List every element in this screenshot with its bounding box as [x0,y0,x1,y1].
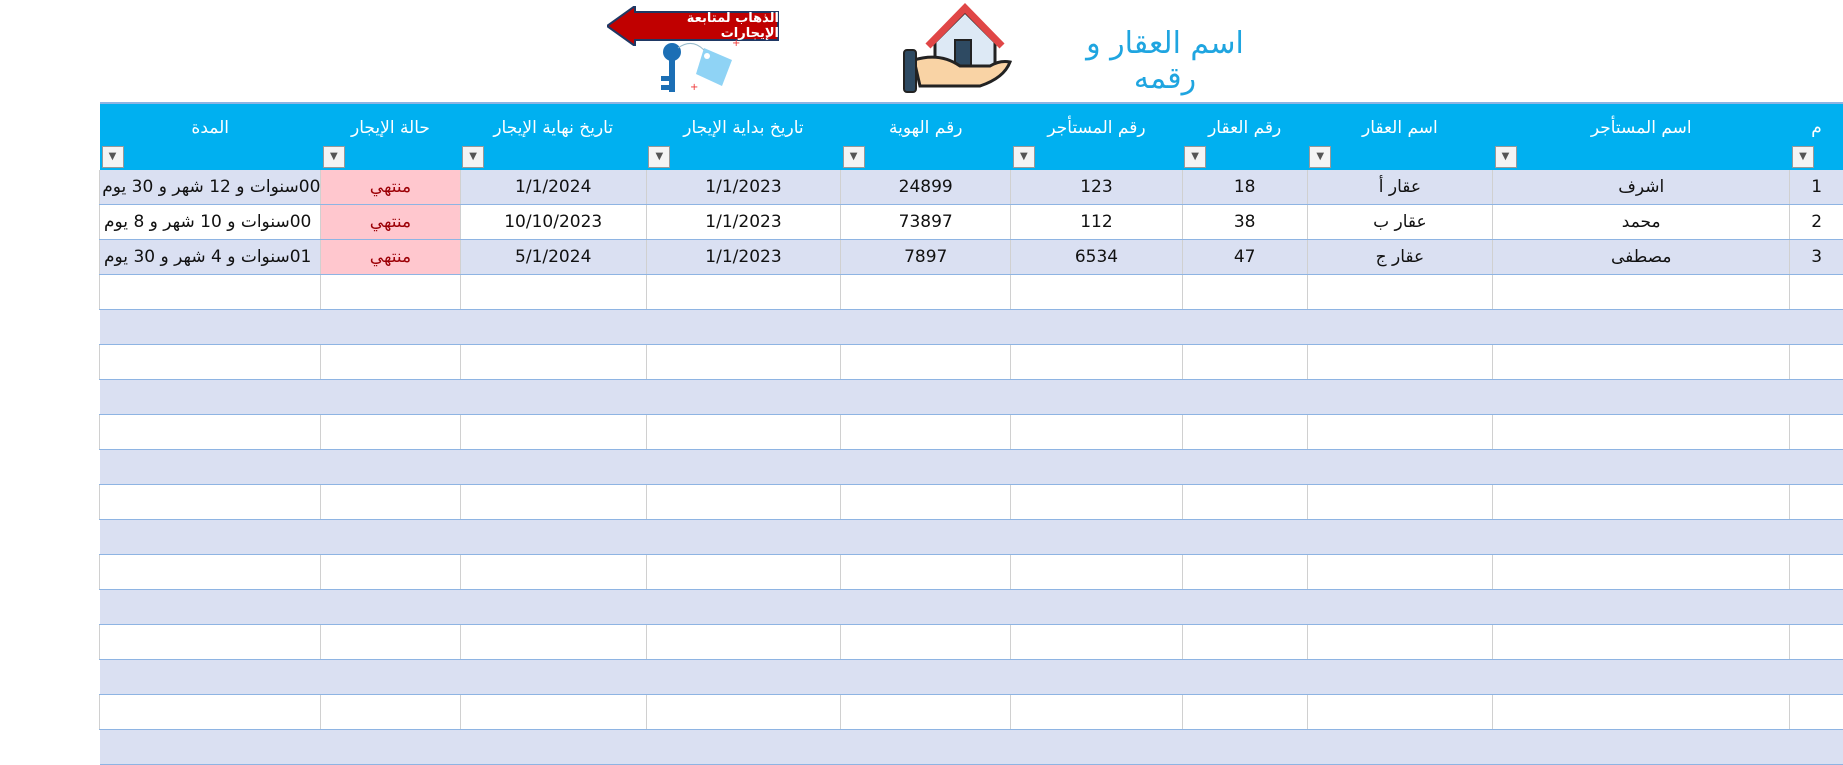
cell-status[interactable] [321,625,460,660]
cell-property-number[interactable] [1182,660,1307,695]
cell-duration[interactable] [100,625,321,660]
go-to-rentals-label: الذهاب لمتابعة الإيجارات [633,6,779,46]
table-row [100,310,1843,345]
cell-index[interactable] [1790,450,1843,485]
cell-property-name[interactable] [1307,695,1492,730]
filter-dropdown-icon[interactable]: ▼ [1495,146,1517,168]
cell-property-number[interactable] [1182,730,1307,765]
cell-duration[interactable]: 01سنوات و 4 شهر و 30 يوم [100,240,321,275]
cell-end-date[interactable] [460,625,646,660]
cell-id-number[interactable] [841,625,1011,660]
svg-text:+: + [690,82,698,93]
cell-tenant-number[interactable] [1011,555,1182,590]
col-header-property-name: اسم العقار ▼ [1307,103,1492,170]
cell-tenant-number[interactable] [1011,660,1182,695]
cell-property-name[interactable] [1307,345,1492,380]
cell-tenant-number[interactable] [1011,450,1182,485]
cell-start-date[interactable] [646,415,840,450]
cell-property-number[interactable] [1182,520,1307,555]
cell-index[interactable] [1790,625,1843,660]
cell-status[interactable]: منتهي [321,170,460,205]
cell-tenant-name[interactable] [1493,555,1790,590]
cell-end-date[interactable] [460,380,646,415]
cell-tenant-name[interactable] [1493,450,1790,485]
cell-tenant-name[interactable] [1493,415,1790,450]
keys-icon [652,38,748,98]
cell-duration[interactable] [100,730,321,765]
col-header-start-date: تاريخ بداية الإيجار ▼ [646,103,840,170]
cell-end-date[interactable] [460,730,646,765]
cell-tenant-number[interactable] [1011,625,1182,660]
table-row [100,380,1843,415]
table-row [100,730,1843,765]
cell-id-number[interactable] [841,660,1011,695]
cell-tenant-number[interactable]: 6534 [1011,240,1182,275]
cell-property-name[interactable] [1307,730,1492,765]
cell-status[interactable] [321,520,460,555]
cell-id-number[interactable]: 73897 [841,205,1011,240]
col-header-duration: المدة ▼ [100,103,321,170]
filter-dropdown-icon[interactable]: ▼ [648,146,670,168]
cell-property-number[interactable] [1182,590,1307,625]
filter-dropdown-icon[interactable]: ▼ [1309,146,1331,168]
cell-start-date[interactable] [646,555,840,590]
cell-index[interactable] [1790,730,1843,765]
col-header-tenant-name: اسم المستأجر ▼ [1493,103,1790,170]
table-row [100,345,1843,380]
cell-property-name[interactable] [1307,625,1492,660]
cell-property-number[interactable] [1182,380,1307,415]
cell-start-date[interactable]: 1/1/2023 [646,240,840,275]
cell-status[interactable] [321,660,460,695]
cell-duration[interactable]: 00سنوات و 12 شهر و 30 يوم [100,170,321,205]
cell-property-number[interactable] [1182,310,1307,345]
cell-duration[interactable] [100,415,321,450]
cell-status[interactable] [321,590,460,625]
cell-end-date[interactable]: 1/1/2024 [460,170,646,205]
table-row [100,520,1843,555]
cell-index[interactable] [1790,485,1843,520]
cell-tenant-name[interactable] [1493,625,1790,660]
cell-end-date[interactable] [460,555,646,590]
table-row [100,590,1843,625]
cell-id-number[interactable] [841,695,1011,730]
cell-tenant-number[interactable] [1011,275,1182,310]
cell-index[interactable] [1790,345,1843,380]
cell-index[interactable] [1790,310,1843,345]
cell-property-name[interactable] [1307,380,1492,415]
cell-index[interactable] [1790,555,1843,590]
cell-property-name[interactable] [1307,660,1492,695]
table-row [100,275,1843,310]
table-row [100,450,1843,485]
cell-tenant-name[interactable] [1493,485,1790,520]
cell-end-date[interactable] [460,275,646,310]
cell-end-date[interactable] [460,415,646,450]
col-header-index: م ▼ [1790,103,1843,170]
cell-start-date[interactable] [646,590,840,625]
cell-tenant-name[interactable] [1493,695,1790,730]
cell-tenant-number[interactable] [1011,695,1182,730]
cell-tenant-name[interactable] [1493,310,1790,345]
cell-start-date[interactable]: 1/1/2023 [646,205,840,240]
cell-end-date[interactable] [460,660,646,695]
cell-duration[interactable] [100,555,321,590]
cell-status[interactable] [321,345,460,380]
filter-dropdown-icon[interactable]: ▼ [1184,146,1206,168]
rentals-table [99,102,1843,765]
cell-duration[interactable] [100,380,321,415]
table-header-row [100,103,1843,170]
cell-index[interactable] [1790,415,1843,450]
cell-status[interactable] [321,310,460,345]
cell-end-date[interactable]: 10/10/2023 [460,205,646,240]
cell-tenant-name[interactable] [1493,730,1790,765]
cell-end-date[interactable] [460,310,646,345]
cell-property-number[interactable]: 47 [1182,240,1307,275]
col-header-property-number: رقم العقار ▼ [1182,103,1307,170]
table-row [100,170,1843,205]
cell-duration[interactable] [100,345,321,380]
cell-property-number[interactable]: 18 [1182,170,1307,205]
table-row [100,660,1843,695]
cell-property-number[interactable] [1182,485,1307,520]
cell-index[interactable] [1790,695,1843,730]
cell-tenant-name[interactable]: اشرف [1493,170,1790,205]
cell-index[interactable]: 1 [1790,170,1843,205]
table-row [100,695,1843,730]
cell-id-number[interactable] [841,415,1011,450]
cell-index[interactable] [1790,520,1843,555]
cell-id-number[interactable] [841,450,1011,485]
cell-start-date[interactable] [646,485,840,520]
cell-id-number[interactable] [841,555,1011,590]
cell-tenant-number[interactable] [1011,345,1182,380]
cell-tenant-name[interactable] [1493,380,1790,415]
cell-start-date[interactable] [646,380,840,415]
cell-property-name[interactable]: عقار ج [1307,240,1492,275]
cell-property-number[interactable] [1182,695,1307,730]
cell-property-name[interactable] [1307,275,1492,310]
cell-end-date[interactable] [460,450,646,485]
filter-dropdown-icon[interactable]: ▼ [462,146,484,168]
cell-end-date[interactable] [460,695,646,730]
cell-id-number[interactable] [841,380,1011,415]
cell-end-date[interactable] [460,345,646,380]
cell-id-number[interactable] [841,345,1011,380]
cell-property-number[interactable]: 38 [1182,205,1307,240]
cell-status[interactable] [321,450,460,485]
cell-start-date[interactable] [646,275,840,310]
cell-property-number[interactable] [1182,450,1307,485]
cell-index[interactable] [1790,590,1843,625]
filter-dropdown-icon[interactable]: ▼ [323,146,345,168]
cell-duration[interactable] [100,485,321,520]
cell-property-name[interactable] [1307,520,1492,555]
filter-dropdown-icon[interactable]: ▼ [1792,146,1814,168]
cell-tenant-name[interactable] [1493,275,1790,310]
cell-tenant-number[interactable] [1011,485,1182,520]
cell-status[interactable] [321,380,460,415]
cell-id-number[interactable] [841,590,1011,625]
cell-tenant-name[interactable] [1493,520,1790,555]
cell-property-number[interactable] [1182,625,1307,660]
cell-index[interactable] [1790,380,1843,415]
cell-tenant-number[interactable] [1011,310,1182,345]
cell-status[interactable]: منتهي [321,240,460,275]
cell-id-number[interactable]: 24899 [841,170,1011,205]
cell-duration[interactable] [100,450,321,485]
cell-index[interactable]: 3 [1790,240,1843,275]
cell-tenant-name[interactable]: مصطفى [1493,240,1790,275]
table-row [100,205,1843,240]
cell-tenant-name[interactable]: محمد [1493,205,1790,240]
cell-property-name[interactable] [1307,555,1492,590]
cell-property-name[interactable]: عقار ب [1307,205,1492,240]
cell-start-date[interactable] [646,345,840,380]
cell-tenant-number[interactable] [1011,730,1182,765]
cell-tenant-number[interactable] [1011,590,1182,625]
col-header-id-number: رقم الهوية ▼ [841,103,1011,170]
house-in-hand-icon [900,0,1020,96]
cell-duration[interactable] [100,695,321,730]
cell-status[interactable] [321,555,460,590]
cell-tenant-name[interactable] [1493,345,1790,380]
cell-tenant-name[interactable] [1493,590,1790,625]
col-header-tenant-number: رقم المستأجر ▼ [1011,103,1182,170]
page-title: اسم العقار و رقمه [1060,26,1270,96]
cell-status[interactable] [321,415,460,450]
cell-property-number[interactable] [1182,345,1307,380]
cell-end-date[interactable] [460,485,646,520]
cell-status[interactable] [321,695,460,730]
table-row [100,555,1843,590]
cell-start-date[interactable] [646,310,840,345]
cell-start-date[interactable] [646,450,840,485]
col-header-end-date: تاريخ نهاية الإيجار ▼ [460,103,646,170]
cell-property-name[interactable] [1307,590,1492,625]
col-header-status: حالة الإيجار ▼ [321,103,460,170]
cell-duration[interactable] [100,275,321,310]
cell-start-date[interactable] [646,660,840,695]
cell-property-number[interactable] [1182,275,1307,310]
cell-start-date[interactable] [646,625,840,660]
cell-duration[interactable] [100,520,321,555]
cell-property-name[interactable]: عقار أ [1307,170,1492,205]
cell-property-name[interactable] [1307,415,1492,450]
cell-duration[interactable]: 00سنوات و 10 شهر و 8 يوم [100,205,321,240]
table-row [100,240,1843,275]
svg-text:+: + [732,38,740,49]
cell-property-name[interactable] [1307,310,1492,345]
table-row [100,415,1843,450]
cell-start-date[interactable] [646,695,840,730]
cell-tenant-number[interactable] [1011,380,1182,415]
cell-status[interactable] [321,275,460,310]
cell-id-number[interactable] [841,485,1011,520]
cell-tenant-name[interactable] [1493,660,1790,695]
cell-tenant-number[interactable]: 123 [1011,170,1182,205]
cell-index[interactable] [1790,275,1843,310]
cell-status[interactable] [321,730,460,765]
cell-id-number[interactable] [841,310,1011,345]
filter-dropdown-icon[interactable]: ▼ [1013,146,1035,168]
cell-tenant-number[interactable] [1011,520,1182,555]
cell-index[interactable]: 2 [1790,205,1843,240]
cell-duration[interactable] [100,590,321,625]
cell-tenant-number[interactable]: 112 [1011,205,1182,240]
cell-property-number[interactable] [1182,415,1307,450]
cell-end-date[interactable]: 5/1/2024 [460,240,646,275]
cell-tenant-number[interactable] [1011,415,1182,450]
cell-duration[interactable] [100,310,321,345]
cell-start-date[interactable] [646,730,840,765]
cell-property-number[interactable] [1182,555,1307,590]
table-row [100,625,1843,660]
filter-dropdown-icon[interactable]: ▼ [102,146,124,168]
cell-start-date[interactable] [646,520,840,555]
cell-property-name[interactable] [1307,485,1492,520]
cell-end-date[interactable] [460,590,646,625]
cell-id-number[interactable] [841,275,1011,310]
cell-property-name[interactable] [1307,450,1492,485]
table-row [100,485,1843,520]
cell-id-number[interactable]: 7897 [841,240,1011,275]
cell-status[interactable] [321,485,460,520]
cell-id-number[interactable] [841,520,1011,555]
cell-end-date[interactable] [460,520,646,555]
filter-dropdown-icon[interactable]: ▼ [843,146,865,168]
cell-id-number[interactable] [841,730,1011,765]
cell-index[interactable] [1790,660,1843,695]
cell-start-date[interactable]: 1/1/2023 [646,170,840,205]
cell-duration[interactable] [100,660,321,695]
cell-status[interactable]: منتهي [321,205,460,240]
